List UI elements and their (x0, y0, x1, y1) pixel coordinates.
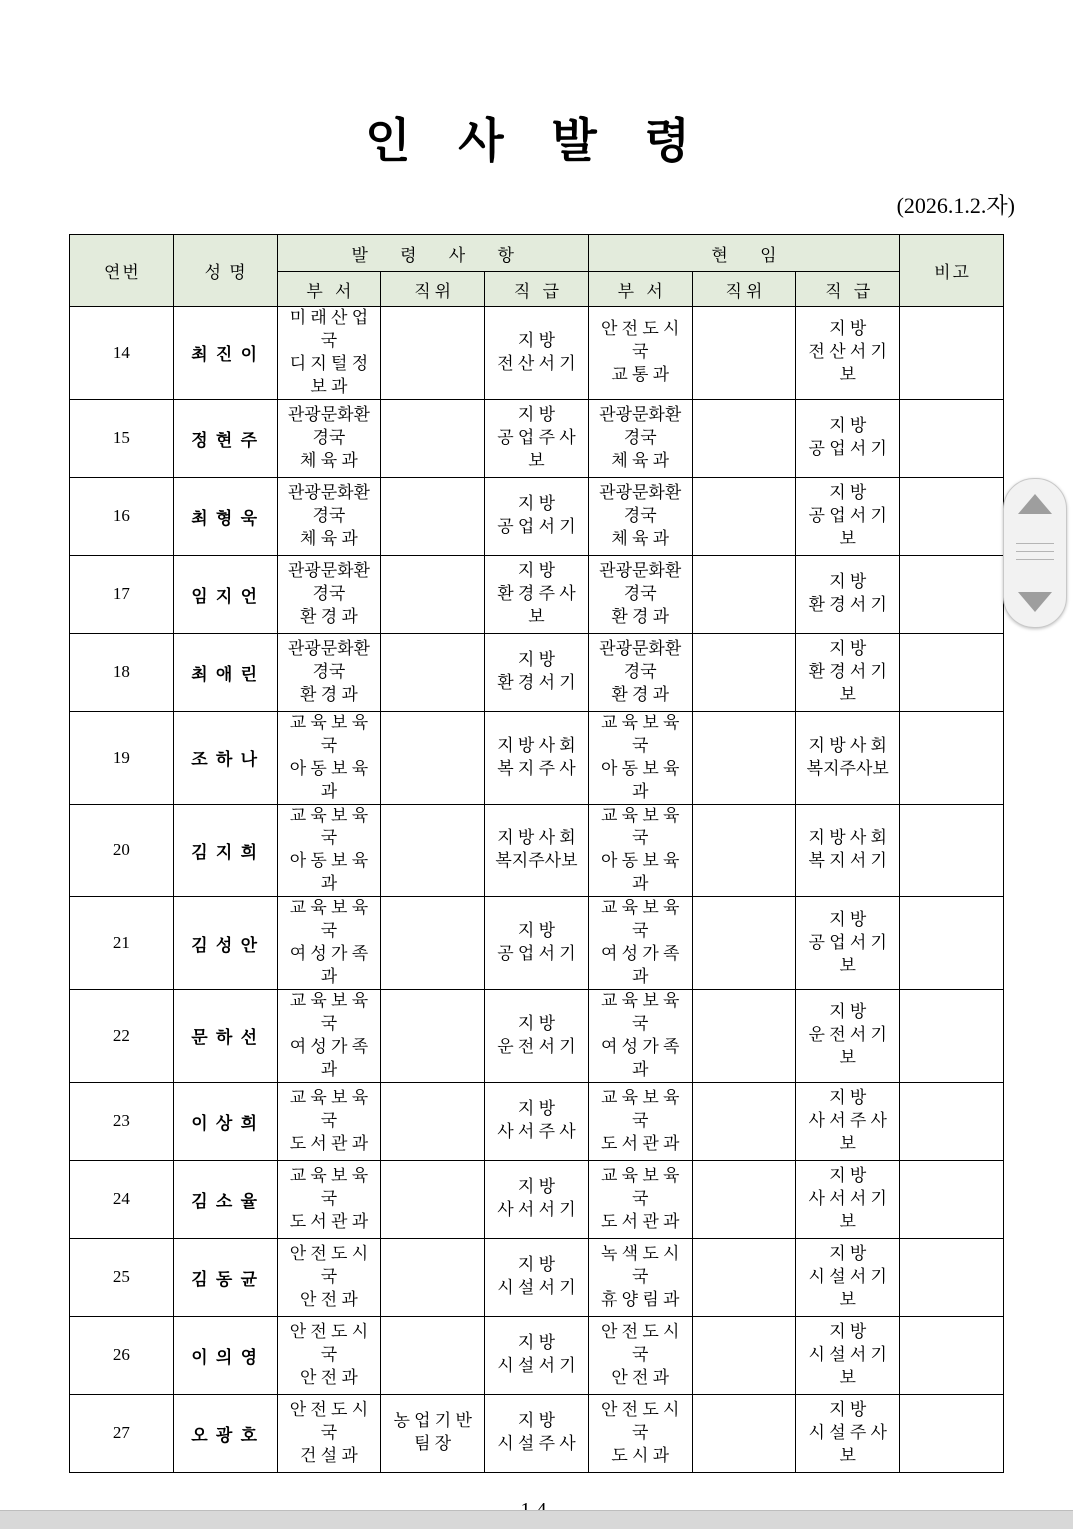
cell-new-position (381, 1082, 485, 1160)
new-rank-line2: 환 경 서 기 (497, 673, 576, 693)
cell-num: 26 (70, 1316, 174, 1394)
cell-new-rank (485, 804, 589, 897)
page-edge (0, 1510, 1073, 1529)
table-row (70, 477, 1004, 555)
cell-cur-rank (796, 399, 900, 477)
cell-cur-position (692, 555, 796, 633)
cell-cur-rank (796, 633, 900, 711)
cell-new-rank (485, 477, 589, 555)
table-header (70, 235, 1004, 307)
table-row (70, 1238, 1004, 1316)
cell-cur-dept (588, 1160, 692, 1238)
cell-cur-position (692, 897, 796, 990)
cell-name: 오 광 호 (173, 1394, 277, 1472)
cur-dept-line2: 도 서 관 과 (600, 1211, 680, 1231)
cell-name: 김 지 희 (173, 804, 277, 897)
cur-rank-line1: 지 방 (829, 1002, 867, 1022)
cell-cur-rank (796, 307, 900, 400)
table-body (70, 307, 1004, 1473)
cur-rank-line2: 환 경 서 기 (808, 595, 887, 615)
effective-date: (2026.1.2.자) (896, 193, 1015, 218)
scroll-up-icon[interactable] (1015, 487, 1055, 521)
cell-cur-position (692, 990, 796, 1083)
cell-note (900, 1316, 1004, 1394)
cell-new-dept (277, 897, 381, 990)
cell-cur-dept (588, 399, 692, 477)
cell-new-position (381, 399, 485, 477)
cur-dept-line2: 도 시 과 (611, 1445, 670, 1465)
cell-num: 19 (70, 711, 174, 804)
header-new-position: 직위 (381, 272, 485, 307)
new-dept-line2: 아 동 보 육 과 (289, 851, 369, 894)
cell-new-position (381, 711, 485, 804)
cell-num: 27 (70, 1394, 174, 1472)
cur-rank-line2: 시 설 주 사 보 (808, 1422, 887, 1465)
new-dept-line2: 건 설 과 (300, 1445, 358, 1465)
new-rank-line1: 지 방 (517, 560, 555, 580)
table-row (70, 990, 1004, 1083)
cell-cur-dept (588, 990, 692, 1083)
new-dept-line2: 체 육 과 (300, 528, 358, 548)
new-rank-line2: 공 업 서 기 (497, 517, 576, 537)
cell-note (900, 1082, 1004, 1160)
cell-cur-dept (588, 1316, 692, 1394)
table-row (70, 1160, 1004, 1238)
cell-new-rank (485, 897, 589, 990)
new-rank-line1: 지 방 (517, 330, 555, 350)
header-num: 연번 (70, 235, 174, 307)
header-note: 비고 (900, 235, 1004, 307)
cur-rank-line2: 공 업 서 기 보 (808, 505, 887, 548)
cell-cur-dept (588, 307, 692, 400)
cell-new-rank (485, 990, 589, 1083)
cur-rank-line1: 지 방 (829, 319, 867, 339)
new-dept-line1: 교 육 보 육 국 (289, 898, 369, 941)
new-rank-line1: 지 방 (517, 1255, 555, 1275)
cur-dept-line1: 교 육 보 육 국 (600, 712, 680, 755)
cell-cur-rank (796, 897, 900, 990)
new-rank-line1: 지 방 (517, 1333, 555, 1353)
table-row (70, 307, 1004, 400)
table-row (70, 1394, 1004, 1472)
cur-dept-line1: 안 전 도 시 국 (600, 319, 680, 362)
new-rank-line2: 환 경 주 사 보 (497, 583, 576, 626)
new-position-line1: 농 업 기 반 (393, 1411, 472, 1431)
cur-dept-line1: 관광문화환경국 (599, 404, 682, 447)
new-dept-line2: 디 지 털 정 보 과 (289, 353, 369, 396)
new-dept-line1: 관광문화환경국 (287, 482, 370, 525)
cell-cur-dept (588, 1238, 692, 1316)
cur-rank-line2: 운 전 서 기 보 (808, 1025, 887, 1068)
cur-dept-line1: 녹 색 도 시 국 (600, 1243, 680, 1286)
cell-cur-dept (588, 1082, 692, 1160)
cell-new-position (381, 1160, 485, 1238)
cur-rank-line2: 공 업 서 기 (808, 439, 887, 459)
new-rank-line2: 전 산 서 기 (497, 353, 576, 373)
cell-num: 25 (70, 1238, 174, 1316)
new-dept-line1: 교 육 보 육 국 (289, 991, 369, 1033)
new-rank-line1: 지 방 (517, 494, 555, 514)
new-rank-line1: 지 방 (517, 1411, 555, 1431)
table-row (70, 804, 1004, 897)
cur-dept-line1: 안 전 도 시 국 (600, 1321, 680, 1364)
cur-dept-line1: 안 전 도 시 국 (600, 1399, 680, 1442)
cell-cur-rank (796, 990, 900, 1083)
cell-new-dept (277, 477, 381, 555)
new-rank-line2: 사 서 주 사 (497, 1122, 576, 1142)
cell-new-rank (485, 711, 589, 804)
new-dept-line1: 안 전 도 시 국 (289, 1243, 369, 1286)
cell-cur-rank (796, 1082, 900, 1160)
cell-note (900, 1394, 1004, 1472)
cell-new-position (381, 897, 485, 990)
cell-num: 16 (70, 477, 174, 555)
cell-new-rank (485, 1316, 589, 1394)
cur-dept-line2: 환 경 과 (611, 606, 670, 626)
table-row (70, 1316, 1004, 1394)
cell-num: 14 (70, 307, 174, 400)
cell-note (900, 1160, 1004, 1238)
cell-cur-position (692, 1394, 796, 1472)
cell-cur-position (692, 1316, 796, 1394)
cur-rank-line1: 지 방 (829, 416, 867, 436)
cell-cur-position (692, 711, 796, 804)
scroll-down-icon[interactable] (1015, 585, 1055, 619)
cell-cur-position (692, 804, 796, 897)
cur-rank-line2: 사 서 서 기 보 (808, 1188, 887, 1231)
new-dept-line2: 환 경 과 (300, 606, 358, 626)
cur-dept-line1: 교 육 보 육 국 (600, 805, 680, 848)
cell-cur-position (692, 477, 796, 555)
cell-new-rank (485, 307, 589, 400)
cell-name: 최 애 린 (173, 633, 277, 711)
cell-note (900, 990, 1004, 1083)
cell-new-rank (485, 1394, 589, 1472)
cell-note (900, 1238, 1004, 1316)
new-dept-line1: 관광문화환경국 (287, 638, 370, 681)
cell-new-dept (277, 1316, 381, 1394)
new-dept-line1: 안 전 도 시 국 (289, 1399, 369, 1442)
new-rank-line1: 지 방 (517, 1177, 555, 1197)
cur-dept-line2: 여 성 가 족 과 (600, 944, 680, 987)
cell-new-dept (277, 1082, 381, 1160)
cell-new-dept (277, 1238, 381, 1316)
new-dept-line1: 관광문화환경국 (287, 560, 370, 603)
header-cur-position: 직위 (692, 272, 796, 307)
new-rank-line2: 사 서 서 기 (497, 1200, 576, 1220)
new-dept-line2: 여 성 가 족 과 (289, 944, 369, 987)
cell-cur-dept (588, 477, 692, 555)
cur-rank-line1: 지 방 (829, 482, 867, 502)
cell-new-position (381, 1238, 485, 1316)
cell-note (900, 307, 1004, 400)
scroll-grip-line (1016, 551, 1054, 552)
table-row (70, 555, 1004, 633)
new-rank-line2: 시 설 주 사 (497, 1434, 576, 1454)
cell-new-dept (277, 990, 381, 1083)
header-cur-dept: 부 서 (588, 272, 692, 307)
cur-rank-line1: 지 방 (829, 1087, 867, 1107)
cell-cur-position (692, 1160, 796, 1238)
cell-cur-dept (588, 555, 692, 633)
cell-name: 최 형 욱 (173, 477, 277, 555)
cur-dept-line2: 아 동 보 육 과 (600, 758, 680, 801)
cell-note (900, 897, 1004, 990)
new-rank-line1: 지 방 (517, 1099, 555, 1119)
cell-note (900, 477, 1004, 555)
cell-note (900, 555, 1004, 633)
new-dept-line2: 도 서 관 과 (289, 1133, 369, 1153)
new-rank-line2: 시 설 서 기 (497, 1356, 576, 1376)
new-dept-line2: 안 전 과 (300, 1367, 358, 1387)
cell-num: 17 (70, 555, 174, 633)
cur-rank-line1: 지 방 (829, 1321, 867, 1341)
cur-dept-line2: 교 통 과 (611, 365, 670, 385)
cell-cur-rank (796, 555, 900, 633)
cell-new-dept (277, 1394, 381, 1472)
scroll-grip-line (1016, 559, 1054, 560)
cell-cur-position (692, 633, 796, 711)
cur-dept-line1: 교 육 보 육 국 (600, 1165, 680, 1208)
cur-dept-line2: 휴 양 림 과 (600, 1289, 680, 1309)
cur-dept-line2: 체 육 과 (611, 528, 670, 548)
new-dept-line1: 미 래 산 업 국 (289, 308, 369, 350)
cur-dept-line1: 관광문화환경국 (599, 560, 682, 603)
cell-new-dept (277, 399, 381, 477)
cell-cur-dept (588, 804, 692, 897)
new-rank-line2: 운 전 서 기 (497, 1036, 576, 1056)
cell-cur-position (692, 1238, 796, 1316)
cur-dept-line2: 체 육 과 (611, 450, 670, 470)
cell-num: 23 (70, 1082, 174, 1160)
cell-new-position (381, 307, 485, 400)
cell-cur-rank (796, 804, 900, 897)
table-row (70, 711, 1004, 804)
cur-dept-line1: 교 육 보 육 국 (600, 898, 680, 941)
cur-rank-line2: 사 서 주 사 보 (808, 1110, 887, 1153)
cell-new-dept (277, 307, 381, 400)
cell-name: 김 동 균 (173, 1238, 277, 1316)
cell-new-dept (277, 804, 381, 897)
header-new-rank: 직 급 (485, 272, 589, 307)
cur-rank-line1: 지 방 (829, 909, 867, 929)
cell-new-dept (277, 1160, 381, 1238)
personnel-order-table (69, 234, 1004, 1473)
cell-name: 정 현 주 (173, 399, 277, 477)
cell-name: 문 하 선 (173, 990, 277, 1083)
cell-new-position (381, 555, 485, 633)
new-dept-line1: 교 육 보 육 국 (289, 712, 369, 755)
cell-cur-rank (796, 477, 900, 555)
scrollbar[interactable] (1003, 478, 1067, 628)
new-rank-line1: 지 방 (517, 921, 555, 941)
cell-cur-dept (588, 633, 692, 711)
cell-num: 21 (70, 897, 174, 990)
cur-rank-line1: 지 방 (829, 572, 867, 592)
cell-name: 임 지 언 (173, 555, 277, 633)
cell-cur-rank (796, 1316, 900, 1394)
table-row (70, 633, 1004, 711)
cur-dept-line1: 교 육 보 육 국 (600, 1087, 680, 1130)
cell-num: 22 (70, 990, 174, 1083)
cur-dept-line2: 환 경 과 (611, 684, 670, 704)
new-dept-line2: 도 서 관 과 (289, 1211, 369, 1231)
header-new-dept: 부 서 (277, 272, 381, 307)
cell-new-position (381, 990, 485, 1083)
cell-new-position (381, 477, 485, 555)
cell-new-rank (485, 1160, 589, 1238)
cur-rank-line1: 지 방 (829, 1399, 867, 1419)
cur-rank-line2: 시 설 서 기 보 (808, 1344, 887, 1387)
new-dept-line2: 체 육 과 (300, 450, 358, 470)
cur-dept-line1: 관광문화환경국 (599, 638, 682, 681)
new-rank-line2: 복지주사보 (495, 851, 578, 871)
cell-cur-dept (588, 711, 692, 804)
cur-dept-line2: 도 서 관 과 (600, 1133, 680, 1153)
cell-new-position (381, 633, 485, 711)
cell-name: 이 상 희 (173, 1082, 277, 1160)
new-dept-line1: 안 전 도 시 국 (289, 1321, 369, 1364)
cell-cur-position (692, 399, 796, 477)
new-rank-line1: 지 방 (517, 1013, 555, 1033)
cell-new-dept (277, 633, 381, 711)
cell-cur-position (692, 1082, 796, 1160)
header-cur-rank: 직 급 (796, 272, 900, 307)
cur-rank-line2: 환 경 서 기 보 (808, 661, 887, 704)
cur-rank-line1: 지 방 (829, 638, 867, 658)
new-position-line2: 팀 장 (414, 1434, 452, 1454)
cur-rank-line1: 지 방 사 회 (808, 735, 887, 755)
cell-num: 20 (70, 804, 174, 897)
new-rank-line1: 지 방 사 회 (497, 735, 576, 755)
new-rank-line1: 지 방 (517, 650, 555, 670)
cell-cur-rank (796, 1394, 900, 1472)
cell-cur-rank (796, 711, 900, 804)
table-row (70, 897, 1004, 990)
new-rank-line1: 지 방 (517, 404, 555, 424)
cur-rank-line2: 복지주사보 (806, 758, 889, 778)
cell-cur-rank (796, 1238, 900, 1316)
page-title: 인 사 발 령 (365, 116, 708, 168)
cell-cur-position (692, 307, 796, 400)
scroll-grip-line (1016, 543, 1054, 544)
new-rank-line2: 복 지 주 사 (497, 758, 576, 778)
cell-new-position (381, 804, 485, 897)
cur-rank-line2: 전 산 서 기 보 (808, 342, 887, 385)
cell-num: 24 (70, 1160, 174, 1238)
cell-cur-dept (588, 1394, 692, 1472)
new-rank-line2: 시 설 서 기 (497, 1278, 576, 1298)
cell-name: 조 하 나 (173, 711, 277, 804)
cell-num: 15 (70, 399, 174, 477)
cell-new-position (381, 1394, 485, 1472)
new-dept-line1: 관광문화환경국 (287, 404, 370, 447)
new-rank-line1: 지 방 사 회 (497, 828, 576, 848)
cell-new-rank (485, 399, 589, 477)
table-row (70, 1082, 1004, 1160)
cell-new-rank (485, 1082, 589, 1160)
cur-dept-line2: 아 동 보 육 과 (600, 851, 680, 894)
cell-cur-rank (796, 1160, 900, 1238)
new-dept-line2: 여 성 가 족 과 (289, 1036, 369, 1079)
cell-note (900, 711, 1004, 804)
cur-dept-line2: 여 성 가 족 과 (600, 1036, 680, 1079)
new-dept-line1: 교 육 보 육 국 (289, 1087, 369, 1130)
cur-dept-line2: 안 전 과 (611, 1367, 670, 1387)
cur-rank-line2: 시 설 서 기 보 (808, 1266, 887, 1309)
header-current-group: 현 임 (588, 235, 899, 272)
cell-name: 김 성 안 (173, 897, 277, 990)
cur-dept-line1: 교 육 보 육 국 (600, 991, 680, 1033)
table-row (70, 399, 1004, 477)
cell-note (900, 399, 1004, 477)
cur-dept-line1: 관광문화환경국 (599, 482, 682, 525)
new-dept-line2: 환 경 과 (300, 684, 358, 704)
cell-name: 최 진 이 (173, 307, 277, 400)
cur-rank-line1: 지 방 사 회 (808, 828, 887, 848)
cell-new-position (381, 1316, 485, 1394)
new-dept-line1: 교 육 보 육 국 (289, 805, 369, 848)
cell-new-dept (277, 711, 381, 804)
cell-new-rank (485, 1238, 589, 1316)
new-dept-line2: 안 전 과 (300, 1289, 358, 1309)
cell-name: 이 의 영 (173, 1316, 277, 1394)
new-rank-line2: 공 업 서 기 (497, 944, 576, 964)
cell-num: 18 (70, 633, 174, 711)
cell-note (900, 804, 1004, 897)
new-dept-line2: 아 동 보 육 과 (289, 758, 369, 801)
cell-cur-dept (588, 897, 692, 990)
cur-rank-line2: 공 업 서 기 보 (808, 932, 887, 975)
cur-rank-line1: 지 방 (829, 1243, 867, 1263)
header-name: 성 명 (173, 235, 277, 307)
new-dept-line1: 교 육 보 육 국 (289, 1165, 369, 1208)
cell-new-rank (485, 633, 589, 711)
cell-note (900, 633, 1004, 711)
cell-new-rank (485, 555, 589, 633)
new-rank-line2: 공 업 주 사 보 (497, 427, 576, 470)
cur-rank-line2: 복 지 서 기 (808, 851, 887, 871)
header-new-group: 발 령 사 항 (277, 235, 588, 272)
cell-name: 김 소 율 (173, 1160, 277, 1238)
cell-new-dept (277, 555, 381, 633)
cur-rank-line1: 지 방 (829, 1165, 867, 1185)
